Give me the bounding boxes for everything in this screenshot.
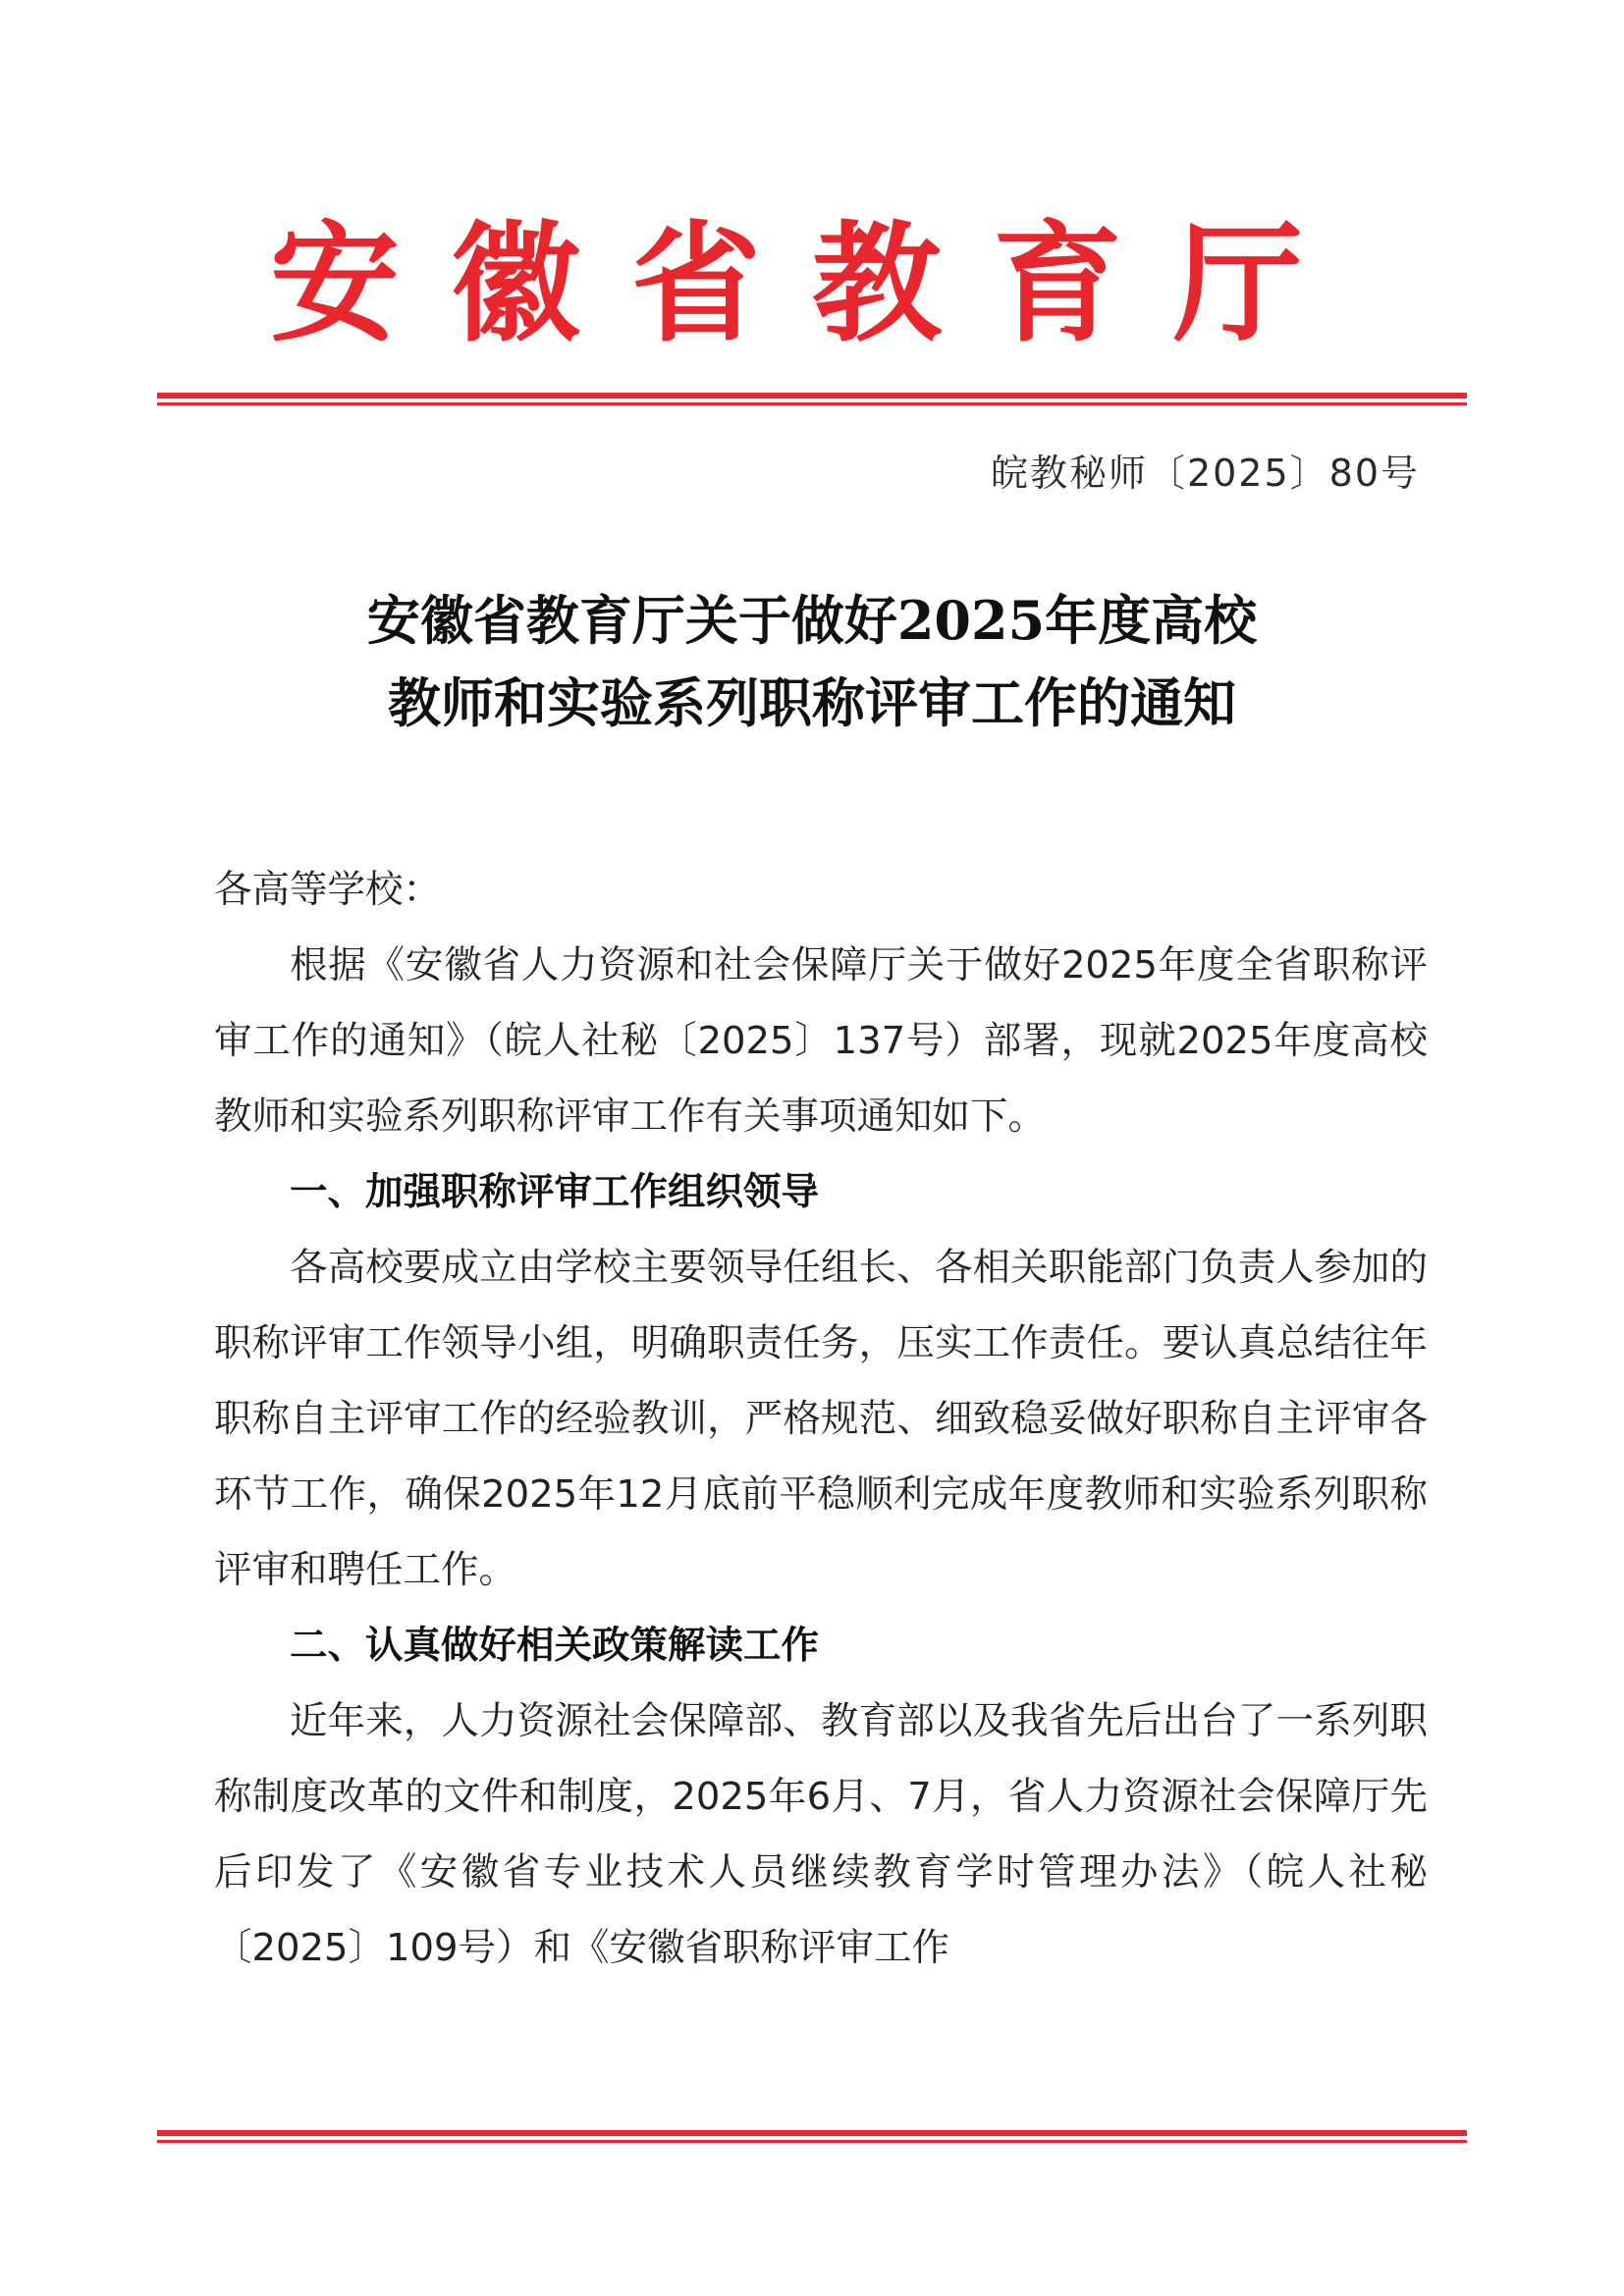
section-2-heading: 二、认真做好相关政策解读工作 bbox=[290, 1624, 820, 1668]
issuing-authority-header: 安徽省教育厅 bbox=[270, 208, 1354, 360]
intro-paragraph: 根据《安徽省人力资源和社会保障厅关于做好2025年度全省职称评审工作的通知》（皖人社秘〔2025〕137号）部署，现就2025年度高校教师和实验系列职称评审工作有关事项通知如下。 bbox=[214, 943, 1428, 1139]
salutation: 各高等学校： bbox=[214, 868, 442, 912]
document-body bbox=[214, 852, 1428, 1986]
footer-red-divider bbox=[157, 2130, 1467, 2143]
header-red-divider bbox=[157, 393, 1467, 405]
divider-thin-line bbox=[157, 402, 1467, 405]
document-number: 皖教秘师〔2025〕80号 bbox=[990, 452, 1420, 495]
section-2-paragraph: 近年来，人力资源社会保障部、教育部以及我省先后出台了一系列职称制度改革的文件和制度，2025年6月、7月，省人力资源社会保障厅先后印发了《安徽省专业技术人员继续教育学时管理办法》（皖人社秘〔2025〕109号）和《安徽省职称评审工作 bbox=[214, 1699, 1428, 1970]
section-1-heading: 一、加强职称评审工作组织领导 bbox=[290, 1170, 820, 1214]
section-1-paragraph: 各高校要成立由学校主要领导任组长、各相关职能部门负责人参加的职称评审工作领导小组，明确职责任务，压实工作责任。要认真总结往年职称自主评审工作的经验教训，严格规范、细致稳妥做好职称自主评审各环节工作，确保2025年12月底前平稳顺利完成年度教师和实验系列职称评审和聘任工作。 bbox=[214, 1246, 1428, 1592]
document-title bbox=[157, 579, 1467, 744]
title-line-1: 安徽省教育厅关于做好2025年度高校 bbox=[366, 589, 1258, 652]
title-line-2: 教师和实验系列职称评审工作的通知 bbox=[388, 671, 1236, 734]
divider-thin-line bbox=[157, 2140, 1467, 2143]
